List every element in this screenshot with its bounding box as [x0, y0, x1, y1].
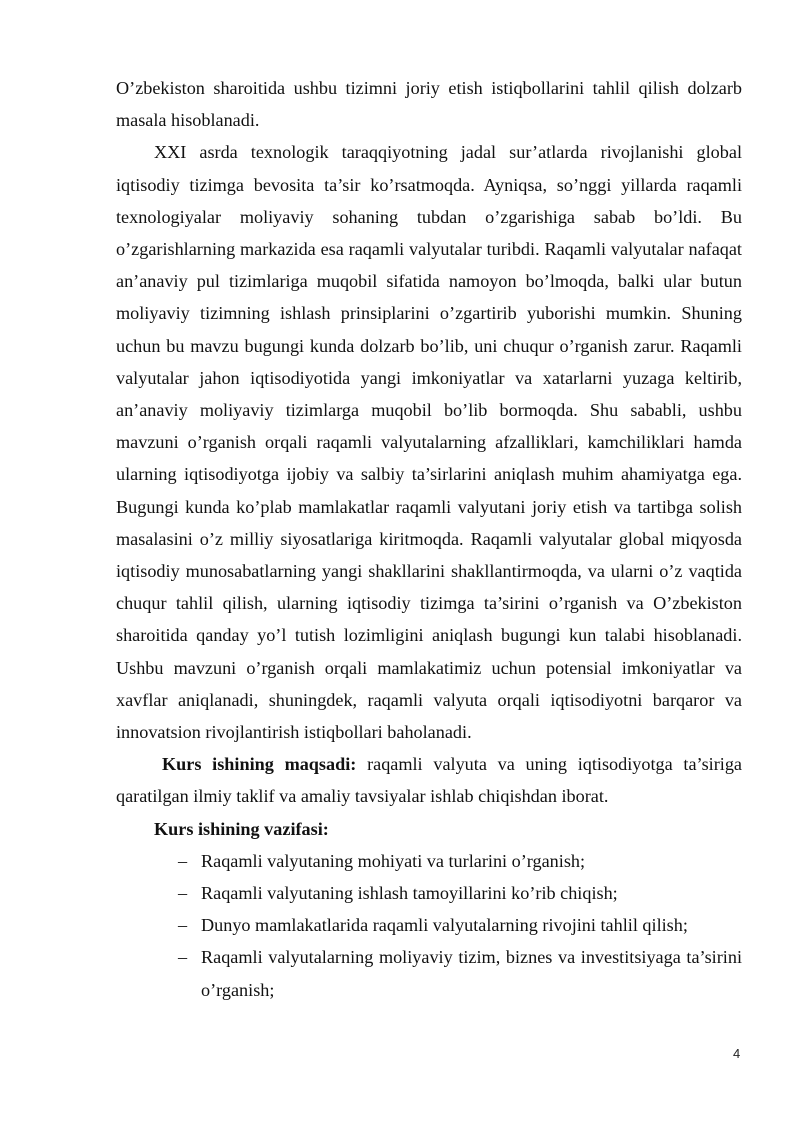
task-text: Raqamli valyutalarning moliyaviy tizim, biznes va investitsiyaga ta’sirini o’rganish; [201, 947, 742, 1000]
list-item [116, 877, 742, 909]
goal-label: Kurs ishining maqsadi: [162, 754, 357, 775]
tasks-list [116, 845, 742, 1006]
paragraph-relevance: XXI asrda texnologik taraqqiyotning jadal sur’atlarda rivojlanishi global iqtisodiy tizimga bevosita ta’sir ko’rsatmoqda. Ayniqsa, so’nggi yillarda raqamli texnologiyalar moliyaviy sohaning tubdan o’zgarishiga sabab bo’ldi. Bu o’zgarishlarning markazida esa raqamli valyutalar turibdi. Raqamli valyutalar nafaqat an’anaviy pul tizimlariga muqobil sifatida namoyon bo’lmoqda, balki ular butun moliyaviy tizimning ishlash prinsiplarini o’zgartirib yuborishi mumkin. Shuning uchun bu mavzu bugungi kunda dolzarb bo’lib, uni chuqur o’rganish zarur. Raqamli valyutalar jahon iqtisodiyotida yangi imkoniyatlar va xatarlarni yuzaga keltirib, an’anaviy moliyaviy tizimlarga muqobil bo’lib bormoqda. Shu sababli, ushbu mavzuni o’rganish orqali raqamli valyutalarning afzalliklari, kamchiliklari hamda ularning iqtisodiyotga ijobiy va salbiy ta’sirlarini aniqlash muhim ahamiyatga ega. Bugungi kunda ko’plab mamlakatlar raqamli valyutani joriy etish va tartibga solish masalasini o’z milliy siyosatlariga kiritmoqda. Raqamli valyutalar global miqyosda iqtisodiy munosabatlarning yangi shakllarini shakllantirmoqda, va ularni o’z vaqtida chuqur tahlil qilish, ularning iqtisodiy tizimga ta’sirini o’rganish va O’zbekiston sharoitida qanday yo’l tutish lozimligini aniqlash bugungi kun talabi hisoblanadi. Ushbu mavzuni o’rganish orqali mamlakatimiz uchun potensial imkoniyatlar va xavflar aniqlanadi, shuningdek, raqamli valyuta orqali iqtisodiyotni barqaror va innovatsion rivojlantirish istiqbollari baholanadi. [116, 142, 742, 743]
paragraph-goal [116, 748, 742, 812]
dash-bullet: – [178, 947, 188, 968]
list-item [116, 909, 742, 941]
task-text: Raqamli valyutaning mohiyati va turlarini o’rganish; [201, 850, 586, 871]
dash-bullet: – [178, 883, 188, 904]
paragraph-intro-continuation: O’zbekiston sharoitida ushbu tizimni joriy etish istiqbollarini tahlil qilish dolzarb masala hisoblanadi. [116, 78, 742, 131]
tasks-heading: Kurs ishining vazifasi: [154, 818, 329, 839]
page-number: 4 [733, 1046, 741, 1061]
dash-bullet: – [178, 850, 188, 871]
list-item [116, 941, 742, 1005]
list-item [116, 845, 742, 877]
task-text: Dunyo mamlakatlarida raqamli valyutalarning rivojini tahlil qilish; [201, 915, 688, 936]
dash-bullet: – [178, 915, 188, 936]
document-body [116, 72, 742, 1006]
task-text: Raqamli valyutaning ishlash tamoyillarini ko’rib chiqish; [201, 883, 618, 904]
goal-text: raqamli valyuta va uning iqtisodiyotga ta’siriga qaratilgan ilmiy taklif va amaliy tavsiyalar ishlab chiqishdan iborat. [116, 754, 742, 807]
